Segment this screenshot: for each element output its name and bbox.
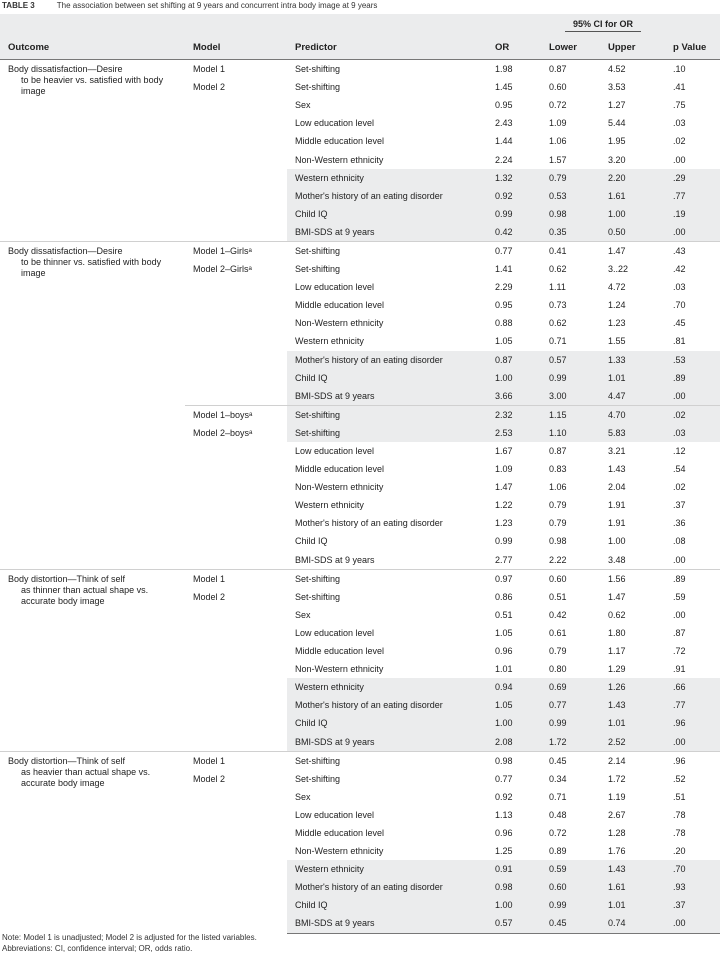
or-cell: 1.32: [487, 169, 541, 187]
model-label: Model 2: [193, 591, 226, 602]
header-outcome: Outcome: [0, 36, 185, 60]
ci-upper-cell: 1.01: [600, 714, 665, 732]
or-cell: 1.09: [495, 464, 513, 475]
predictor-cell: Western ethnicity: [295, 500, 364, 511]
predictor-cell: Set-shifting: [287, 405, 487, 424]
p-value-cell: .75: [673, 100, 686, 111]
or-cell: 2.24: [495, 154, 513, 165]
ci-lower-cell: 1.72: [541, 732, 600, 751]
or-cell: 0.51: [495, 609, 513, 620]
predictor-cell: BMI-SDS at 9 years: [295, 554, 375, 565]
p-value-cell: .00: [665, 732, 720, 751]
ci-lower-cell: 0.87: [549, 446, 567, 457]
ci-lower-cell: 0.79: [549, 500, 567, 511]
predictor-cell: Middle education level: [295, 827, 385, 838]
ci-lower-cell: 1.10: [541, 424, 600, 442]
ci-upper-cell: 2.52: [600, 732, 665, 751]
ci-upper-cell: 1.61: [600, 187, 665, 205]
ci-lower-cell: 0.45: [541, 914, 600, 933]
abbreviations-line: Abbreviations: CI, confidence interval; OR, odds ratio.: [2, 944, 193, 953]
or-cell: 1.22: [495, 500, 513, 511]
predictor-cell: Western ethnicity: [295, 336, 364, 347]
p-value-cell: .77: [665, 187, 720, 205]
model-label: Model 2–Girlsᵃ: [193, 264, 252, 275]
ci-upper-cell: 4.47: [600, 387, 665, 406]
ci-upper-cell: 2.04: [608, 482, 626, 493]
p-value-cell: .96: [665, 751, 720, 770]
predictor-cell: Non-Western ethnicity: [295, 154, 384, 165]
ci-lower-cell: 0.83: [549, 464, 567, 475]
ci-lower-cell: 0.51: [549, 591, 567, 602]
ci-lower-cell: 0.34: [549, 773, 567, 784]
p-value-cell: .51: [673, 791, 686, 802]
outcome-cell: [0, 751, 185, 933]
outcome-cell: [0, 241, 185, 569]
p-value-cell: .02: [673, 482, 686, 493]
p-value-cell: .59: [673, 591, 686, 602]
or-cell: 0.77: [495, 773, 513, 784]
predictor-cell: Non-Western ethnicity: [295, 482, 384, 493]
ci-lower-cell: 1.11: [549, 282, 566, 293]
p-value-cell: .70: [665, 860, 720, 878]
model-label: Model 1–boysᵃ: [193, 409, 253, 420]
p-value-cell: .54: [673, 464, 686, 475]
ci-upper-cell: 1.33: [600, 351, 665, 369]
predictor-cell: Mother's history of an eating disorder: [287, 878, 487, 896]
or-cell: 0.98: [487, 878, 541, 896]
p-value-cell: .36: [673, 518, 686, 529]
ci-upper-cell: 1.61: [600, 878, 665, 896]
predictor-cell: Set-shifting: [287, 424, 487, 442]
ci-upper-cell: 1.43: [608, 464, 626, 475]
ci-lower-cell: 0.60: [549, 82, 567, 93]
ci-lower-cell: 0.80: [549, 664, 567, 675]
ci-upper-cell: 3.20: [608, 154, 626, 165]
outcome-label-continued: to be heavier vs. satisfied with body image: [21, 75, 164, 96]
ci-upper-cell: 3.48: [608, 554, 626, 565]
ci-upper-cell: 1.91: [608, 518, 626, 529]
model-cell: [185, 405, 287, 569]
table-label: TABLE 3: [2, 1, 35, 10]
ci-lower-cell: 0.53: [541, 187, 600, 205]
p-value-cell: .29: [665, 169, 720, 187]
ci-lower-cell: 0.77: [541, 696, 600, 714]
or-cell: 2.29: [495, 282, 513, 293]
table-row: [0, 569, 720, 588]
predictor-cell: Middle education level: [295, 136, 385, 147]
or-cell: 0.88: [495, 318, 513, 329]
header-or: OR: [487, 36, 541, 60]
or-cell: 0.98: [487, 751, 541, 770]
or-cell: 1.67: [495, 446, 513, 457]
ci-upper-cell: 1.29: [608, 664, 626, 675]
p-value-cell: .72: [673, 646, 686, 657]
predictor-cell: Child IQ: [287, 369, 487, 387]
ci-upper-cell: 1.47: [608, 591, 626, 602]
p-value-cell: .12: [673, 446, 686, 457]
ci-lower-cell: 0.60: [541, 878, 600, 896]
predictor-cell: Set-shifting: [287, 60, 487, 79]
p-value-cell: .19: [665, 205, 720, 223]
p-value-cell: .37: [665, 896, 720, 914]
model-cell: [185, 751, 287, 933]
model-cell: [185, 60, 287, 242]
ci-lower-cell: 0.41: [541, 241, 600, 260]
outcome-cell: [0, 60, 185, 242]
ci-lower-cell: 0.42: [549, 609, 567, 620]
predictor-cell: Western ethnicity: [287, 678, 487, 696]
or-cell: 1.05: [495, 627, 513, 638]
p-value-cell: .03: [673, 282, 686, 293]
ci-upper-cell: 1.24: [608, 300, 626, 311]
or-cell: 1.05: [487, 696, 541, 714]
predictor-cell: Non-Western ethnicity: [295, 846, 384, 857]
ci-upper-cell: 1.43: [600, 696, 665, 714]
or-cell: 0.92: [487, 187, 541, 205]
p-value-cell: .03: [665, 424, 720, 442]
predictor-cell: Mother's history of an eating disorder: [287, 696, 487, 714]
ci-upper-cell: 1.28: [608, 827, 626, 838]
p-value-cell: .93: [665, 878, 720, 896]
p-value-cell: .78: [673, 827, 686, 838]
ci-lower-cell: 1.06: [549, 482, 567, 493]
outcome-label-continued: to be thinner vs. satisfied with body image: [21, 256, 162, 278]
p-value-cell: .02: [665, 405, 720, 424]
ci-lower-cell: 1.15: [541, 405, 600, 424]
predictor-cell: Mother's history of an eating disorder: [287, 351, 487, 369]
header-p-value: p Value: [665, 36, 720, 60]
predictor-cell: Sex: [295, 609, 311, 620]
ci-upper-cell: 5.83: [600, 424, 665, 442]
ci-lower-cell: 0.72: [549, 827, 567, 838]
predictor-cell: Child IQ: [287, 205, 487, 223]
predictor-cell: BMI-SDS at 9 years: [287, 223, 487, 242]
predictor-cell: BMI-SDS at 9 years: [287, 387, 487, 406]
table-row: [0, 60, 720, 79]
predictor-cell: Western ethnicity: [287, 169, 487, 187]
ci-upper-cell: 2.20: [600, 169, 665, 187]
note-line: Note: Model 1 is unadjusted; Model 2 is adjusted for the listed variables.: [2, 933, 257, 942]
ci-lower-cell: 0.89: [549, 846, 567, 857]
ci-lower-cell: 0.79: [549, 646, 567, 657]
or-cell: 0.95: [495, 100, 513, 111]
predictor-cell: Mother's history of an eating disorder: [287, 187, 487, 205]
ci-upper-cell: 1.47: [600, 241, 665, 260]
ci-lower-cell: 0.71: [549, 336, 567, 347]
predictor-cell: Non-Western ethnicity: [295, 318, 384, 329]
table-body: [0, 60, 720, 934]
or-cell: 1.00: [487, 896, 541, 914]
ci-lower-cell: 0.35: [541, 223, 600, 242]
header-lower: Lower: [541, 36, 600, 60]
table-row: [0, 751, 720, 770]
predictor-cell: Child IQ: [295, 536, 328, 547]
predictor-cell: Non-Western ethnicity: [295, 664, 384, 675]
predictor-cell: Child IQ: [287, 896, 487, 914]
ci-lower-cell: 0.98: [549, 536, 567, 547]
ci-upper-cell: 1.19: [608, 791, 626, 802]
model-label: Model 2–boysᵃ: [193, 427, 253, 438]
p-value-cell: .45: [673, 318, 686, 329]
ci-upper-cell: 3.53: [608, 82, 626, 93]
or-cell: 2.32: [487, 405, 541, 424]
ci-upper-cell: 1.26: [600, 678, 665, 696]
predictor-cell: Western ethnicity: [287, 860, 487, 878]
ci-lower-cell: 0.60: [541, 569, 600, 588]
p-value-cell: .89: [665, 369, 720, 387]
ci-upper-cell: 1.01: [600, 896, 665, 914]
ci-lower-cell: 0.72: [549, 100, 567, 111]
results-table: [0, 14, 720, 934]
or-cell: 0.97: [487, 569, 541, 588]
ci-lower-cell: 0.59: [541, 860, 600, 878]
table-row: [0, 241, 720, 260]
ci-lower-cell: 0.99: [541, 896, 600, 914]
predictor-cell: Sex: [295, 100, 311, 111]
predictor-cell: Low education level: [295, 627, 375, 638]
p-value-cell: .53: [665, 351, 720, 369]
or-cell: 1.00: [487, 369, 541, 387]
ci-lower-cell: 0.73: [549, 300, 567, 311]
or-cell: 0.92: [495, 791, 513, 802]
p-value-cell: .77: [665, 696, 720, 714]
ci-lower-cell: 2.22: [549, 554, 567, 565]
p-value-cell: .81: [673, 336, 686, 347]
ci-lower-cell: 1.06: [549, 136, 567, 147]
p-value-cell: .00: [673, 554, 686, 565]
ci-lower-cell: 0.98: [541, 205, 600, 223]
model-cell: [185, 569, 287, 751]
ci-upper-cell: 2.67: [608, 809, 626, 820]
ci-upper-cell: 1.91: [608, 500, 626, 511]
ci-upper-cell: 1.56: [600, 569, 665, 588]
p-value-cell: .00: [673, 609, 686, 620]
ci-lower-cell: 0.99: [541, 369, 600, 387]
predictor-cell: Set-shifting: [295, 773, 341, 784]
or-cell: 0.95: [495, 300, 513, 311]
ci-upper-cell: 3..22: [608, 264, 629, 275]
ci-lower-cell: 0.62: [549, 318, 567, 329]
model-label: Model 1: [193, 755, 226, 766]
or-cell: 0.99: [487, 205, 541, 223]
or-cell: 1.13: [495, 809, 513, 820]
or-cell: 2.77: [495, 554, 513, 565]
ci-upper-cell: 1.55: [608, 336, 626, 347]
p-value-cell: .08: [673, 536, 686, 547]
p-value-cell: .66: [665, 678, 720, 696]
outcome-label: Body dissatisfaction—Desire: [8, 245, 123, 256]
ci-header: 95% CI for OR: [541, 14, 665, 36]
header-model: Model: [185, 36, 287, 60]
predictor-cell: Child IQ: [287, 714, 487, 732]
ci-upper-cell: 1.72: [608, 773, 626, 784]
or-cell: 1.00: [487, 714, 541, 732]
predictor-cell: Set-shifting: [295, 82, 341, 93]
p-value-cell: .02: [673, 136, 686, 147]
or-cell: 0.91: [487, 860, 541, 878]
or-cell: 1.01: [495, 664, 513, 675]
table-title: The association between set shifting at 9 years and concurrent intra body image at 9 years: [56, 1, 378, 10]
p-value-cell: .87: [673, 627, 686, 638]
table-notes: [0, 932, 257, 954]
ci-upper-cell: 1.76: [608, 846, 626, 857]
or-cell: 1.44: [495, 136, 513, 147]
or-cell: 1.23: [495, 518, 513, 529]
p-value-cell: .78: [673, 809, 686, 820]
predictor-cell: Sex: [295, 791, 311, 802]
or-cell: 2.08: [487, 732, 541, 751]
predictor-cell: Set-shifting: [295, 264, 341, 275]
p-value-cell: .41: [673, 82, 686, 93]
p-value-cell: .91: [673, 664, 686, 675]
ci-upper-cell: 1.95: [608, 136, 626, 147]
or-cell: 0.42: [487, 223, 541, 242]
or-cell: 1.45: [495, 82, 513, 93]
predictor-cell: Mother's history of an eating disorder: [295, 518, 443, 529]
ci-lower-cell: 0.57: [541, 351, 600, 369]
p-value-cell: .89: [665, 569, 720, 588]
predictor-cell: Low education level: [295, 282, 375, 293]
ci-upper-cell: 1.23: [608, 318, 626, 329]
outcome-label: Body distortion—Think of self: [8, 755, 126, 766]
p-value-cell: .00: [665, 914, 720, 933]
ci-lower-cell: 0.79: [549, 518, 567, 529]
ci-upper-cell: 1.00: [600, 205, 665, 223]
ci-upper-cell: 4.70: [600, 405, 665, 424]
predictor-cell: Middle education level: [295, 646, 385, 657]
or-cell: 0.77: [487, 241, 541, 260]
outcome-cell: [0, 569, 185, 751]
or-cell: 1.98: [487, 60, 541, 79]
ci-lower-cell: 0.48: [549, 809, 567, 820]
ci-upper-cell: 1.27: [608, 100, 626, 111]
ci-upper-cell: 4.72: [608, 282, 626, 293]
p-value-cell: .10: [665, 60, 720, 79]
ci-upper-cell: 1.17: [608, 646, 626, 657]
ci-lower-cell: 0.62: [549, 264, 567, 275]
predictor-cell: Low education level: [295, 118, 375, 129]
model-label: Model 2: [193, 82, 226, 93]
predictor-cell: BMI-SDS at 9 years: [287, 914, 487, 933]
or-cell: 0.87: [487, 351, 541, 369]
ci-upper-cell: 4.52: [600, 60, 665, 79]
header-predictor: Predictor: [287, 36, 487, 60]
predictor-cell: BMI-SDS at 9 years: [287, 732, 487, 751]
ci-upper-cell: 1.80: [608, 627, 626, 638]
p-value-cell: .03: [673, 118, 686, 129]
p-value-cell: .52: [673, 773, 686, 784]
or-cell: 0.96: [495, 827, 513, 838]
model-cell: [185, 241, 287, 405]
p-value-cell: .43: [665, 241, 720, 260]
ci-upper-cell: 1.43: [600, 860, 665, 878]
or-cell: 1.25: [495, 846, 513, 857]
or-cell: 1.05: [495, 336, 513, 347]
predictor-cell: Low education level: [295, 809, 375, 820]
or-cell: 0.57: [487, 914, 541, 933]
ci-upper-cell: 2.14: [600, 751, 665, 770]
ci-lower-cell: 0.45: [541, 751, 600, 770]
ci-upper-cell: 0.62: [608, 609, 626, 620]
ci-lower-cell: 0.87: [541, 60, 600, 79]
ci-upper-cell: 5.44: [608, 118, 626, 129]
or-cell: 0.94: [487, 678, 541, 696]
predictor-cell: Middle education level: [295, 300, 385, 311]
ci-lower-cell: 0.99: [541, 714, 600, 732]
or-cell: 0.96: [495, 646, 513, 657]
ci-lower-cell: 3.00: [541, 387, 600, 406]
p-value-cell: .42: [673, 264, 686, 275]
predictor-cell: Low education level: [295, 446, 375, 457]
ci-upper-cell: 0.74: [600, 914, 665, 933]
outcome-label: Body distortion—Think of self: [8, 573, 126, 584]
or-cell: 1.41: [495, 264, 513, 275]
predictor-cell: Middle education level: [295, 464, 385, 475]
predictor-cell: Set-shifting: [287, 569, 487, 588]
model-label: Model 1: [193, 64, 226, 74]
table-caption: [0, 0, 720, 12]
p-value-cell: .20: [673, 846, 686, 857]
p-value-cell: .00: [673, 154, 686, 165]
p-value-cell: .37: [673, 500, 686, 511]
ci-upper-cell: 0.50: [600, 223, 665, 242]
predictor-cell: Set-shifting: [287, 751, 487, 770]
or-cell: 2.43: [495, 118, 513, 129]
model-label: Model 1: [193, 573, 226, 584]
or-cell: 0.86: [495, 591, 513, 602]
ci-upper-cell: 1.00: [608, 536, 626, 547]
p-value-cell: .70: [673, 300, 686, 311]
header-upper: Upper: [600, 36, 665, 60]
model-label: Model 2: [193, 773, 226, 784]
ci-lower-cell: 0.79: [541, 169, 600, 187]
or-cell: 2.53: [487, 424, 541, 442]
p-value-cell: .96: [665, 714, 720, 732]
ci-lower-cell: 0.71: [549, 791, 567, 802]
ci-lower-cell: 0.69: [541, 678, 600, 696]
or-cell: 0.99: [495, 536, 513, 547]
p-value-cell: .00: [665, 387, 720, 406]
ci-upper-cell: 3.21: [608, 446, 626, 457]
ci-lower-cell: 1.57: [549, 154, 567, 165]
predictor-cell: Set-shifting: [287, 241, 487, 260]
p-value-cell: .00: [665, 223, 720, 242]
model-label: Model 1–Girlsᵃ: [193, 245, 252, 256]
outcome-label-continued: as thinner than actual shape vs. accurate body image: [21, 584, 149, 606]
ci-lower-cell: 1.09: [549, 118, 567, 129]
outcome-label: Body dissatisfaction—Desire: [8, 64, 123, 74]
ci-upper-cell: 1.01: [600, 369, 665, 387]
ci-lower-cell: 0.61: [549, 627, 567, 638]
or-cell: 3.66: [487, 387, 541, 406]
outcome-label-continued: as heavier than actual shape vs. accurate body image: [21, 766, 151, 788]
predictor-cell: Set-shifting: [295, 591, 341, 602]
or-cell: 1.47: [495, 482, 513, 493]
